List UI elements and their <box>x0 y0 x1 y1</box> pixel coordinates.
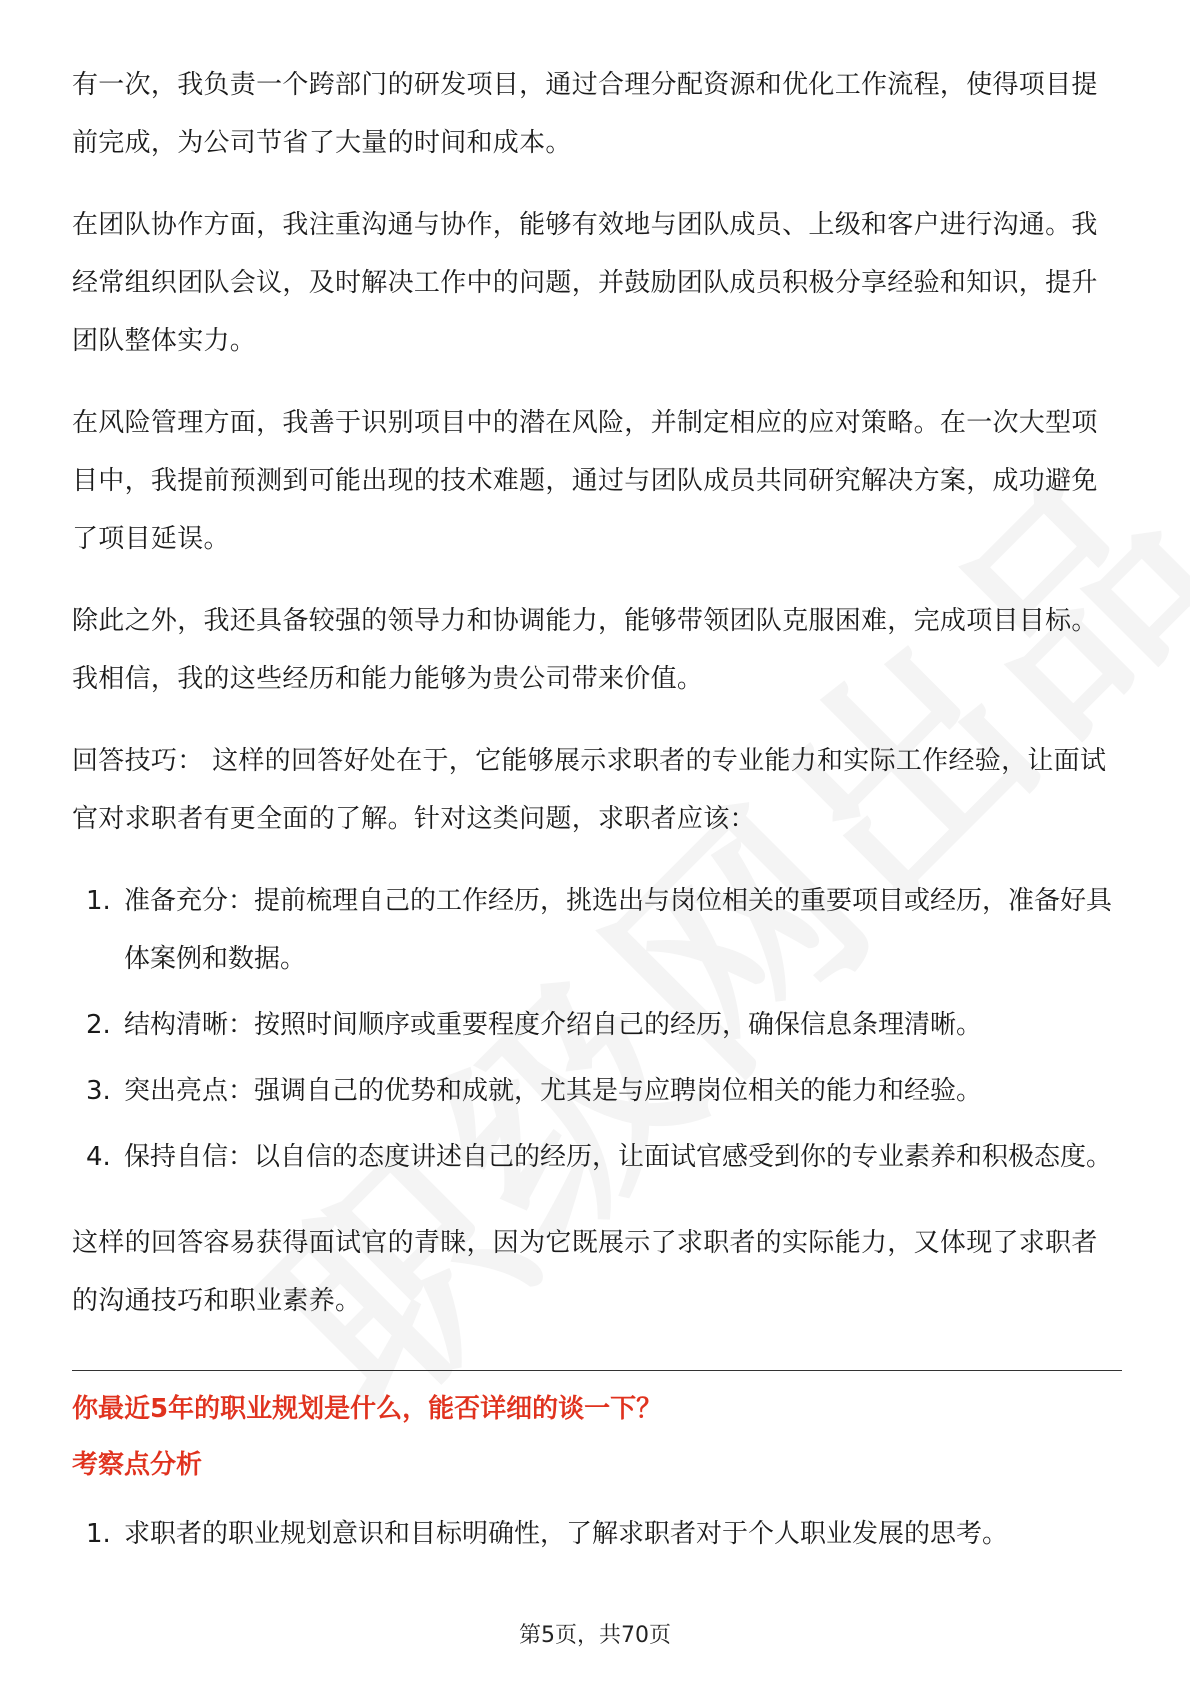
list-number: 2. <box>86 1010 111 1040</box>
list-item-text: 保持自信：以自信的态度讲述自己的经历，让面试官感受到你的专业素养和积极态度。 <box>124 1142 1113 1172</box>
list-item <box>72 996 1122 1054</box>
analysis-points-list <box>72 1505 1122 1563</box>
page-footer: 第5页，共70页 <box>519 1623 671 1648</box>
list-item-text: 准备充分：提前梳理自己的工作经历，挑选出与岗位相关的重要项目或经历，准备好具体案例和数据。 <box>124 886 1113 974</box>
paragraph-leadership: 除此之外，我还具备较强的领导力和协调能力，能够带领团队克服困难，完成项目目标。我相信，我的这些经历和能力能够为贵公司带来价值。 <box>72 606 1098 694</box>
list-item <box>72 1062 1122 1120</box>
list-item-text: 突出亮点：强调自己的优势和成就，尤其是与应聘岗位相关的能力和经验。 <box>124 1076 983 1106</box>
section-divider <box>72 1370 1122 1371</box>
list-number: 3. <box>86 1076 111 1106</box>
paragraph-conclusion: 这样的回答容易获得面试官的青睐，因为它既展示了求职者的实际能力，又体现了求职者的沟通技巧和职业素养。 <box>72 1228 1098 1316</box>
list-item <box>72 1505 1122 1563</box>
list-number: 1. <box>86 1519 111 1549</box>
paragraph-teamwork: 在团队协作方面，我注重沟通与协作，能够有效地与团队成员、上级和客户进行沟通。我经常组织团队会议，及时解决工作中的问题，并鼓励团队成员积极分享经验和知识，提升团队整体实力。 <box>72 210 1098 356</box>
list-number: 4. <box>86 1142 111 1172</box>
list-item-text: 求职者的职业规划意识和目标明确性，了解求职者对于个人职业发展的思考。 <box>124 1519 1009 1549</box>
list-item-text: 结构清晰：按照时间顺序或重要程度介绍自己的经历，确保信息条理清晰。 <box>124 1010 983 1040</box>
paragraph-risk-management: 在风险管理方面，我善于识别项目中的潜在风险，并制定相应的应对策略。在一次大型项目中，我提前预测到可能出现的技术难题，通过与团队成员共同研究解决方案，成功避免了项目延误。 <box>72 408 1098 554</box>
tips-list <box>72 872 1122 1186</box>
question-title: 你最近5年的职业规划是什么，能否详细的谈一下？ <box>72 1394 663 1424</box>
list-item <box>72 1128 1122 1186</box>
paragraph-answer-tips: 回答技巧： 这样的回答好处在于，它能够展示求职者的专业能力和实际工作经验，让面试官对求职者有更全面的了解。针对这类问题，求职者应该： <box>72 746 1107 834</box>
page-content <box>72 56 1122 1591</box>
analysis-heading: 考察点分析 <box>72 1450 203 1480</box>
list-number: 1. <box>86 886 111 916</box>
paragraph-project-example: 有一次，我负责一个跨部门的研发项目，通过合理分配资源和优化工作流程，使得项目提前完成，为公司节省了大量的时间和成本。 <box>72 70 1098 158</box>
list-item <box>72 872 1122 988</box>
